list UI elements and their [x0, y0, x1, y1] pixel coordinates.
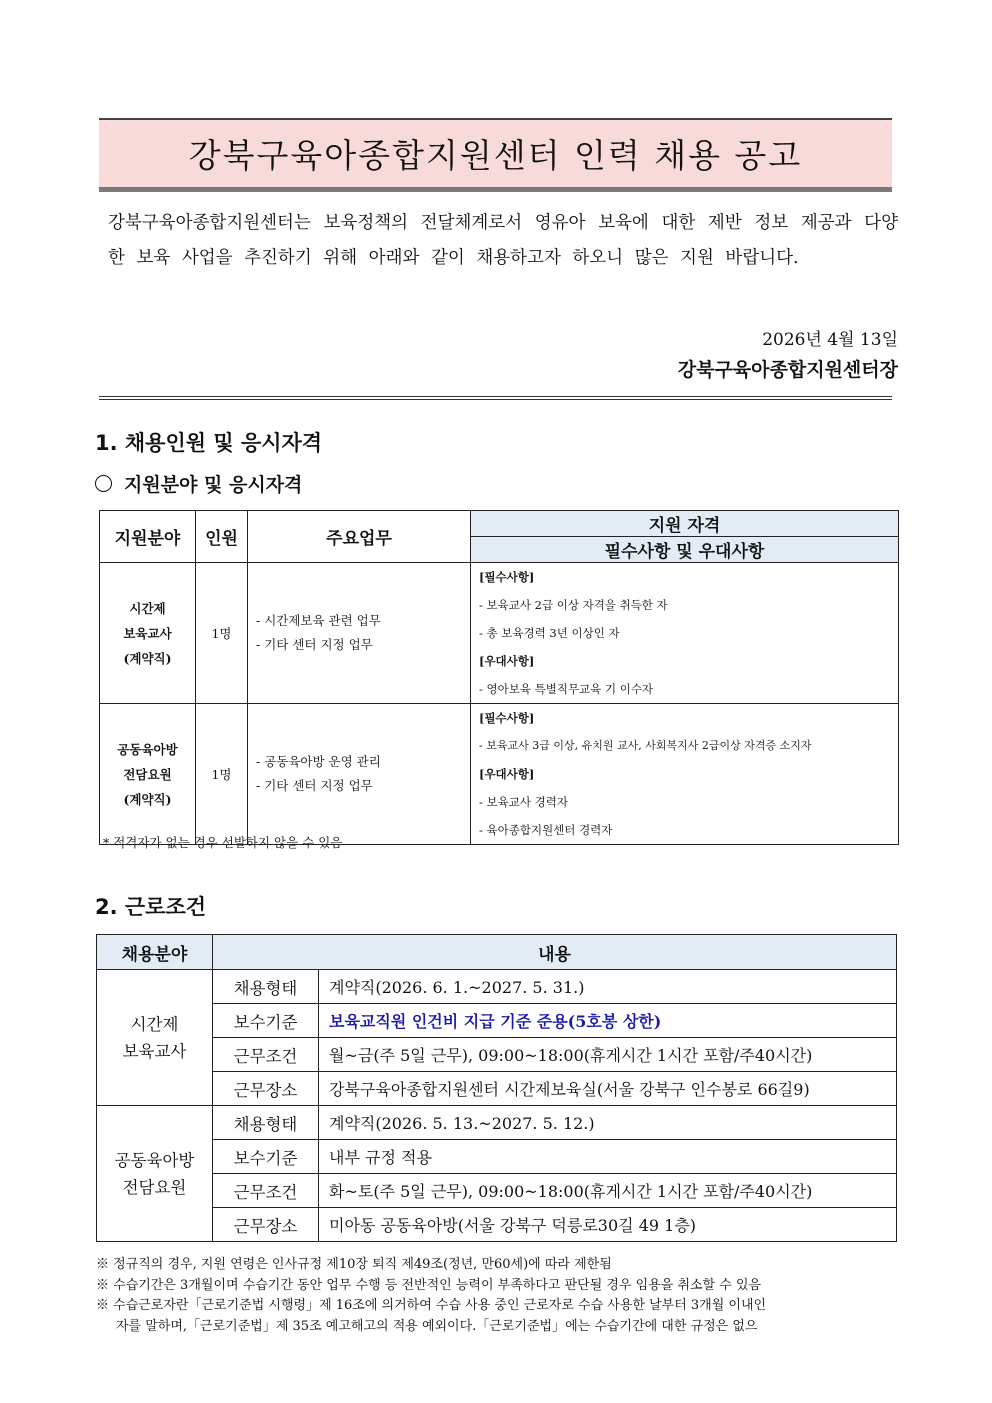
count-cell: 1명	[196, 704, 248, 845]
page-title: 강북구육아종합지원센터 인력 채용 공고	[188, 136, 803, 175]
qualification-cell: [필수사항] - 보육교사 2급 이상 자격을 취득한 자 - 총 보육경력 3년 이상인 자 [우대사항] - 영아보육 특별직무교육 기 이수자	[471, 563, 899, 704]
condition-value: 계약직(2026. 6. 1.~2027. 5. 31.)	[319, 970, 897, 1004]
section1-subheading	[95, 470, 302, 497]
table-row	[97, 1004, 897, 1038]
duty-cell: - 시간제보육 관련 업무 - 기타 센터 지정 업무	[248, 563, 471, 704]
condition-value: 강북구육아종합지원센터 시간제보육실(서울 강북구 인수봉로 66길9)	[319, 1072, 897, 1106]
condition-value: 화~토(주 5일 근무), 09:00~18:00(휴게시간 1시간 포함/주40시간)	[319, 1174, 897, 1208]
count-cell: 1명	[196, 563, 248, 704]
footnote: ※ 수습근로자란「근로기준법 시행령」제 16조에 의거하여 수습 사용 중인 근로자로 수습 사용한 날부터 3개월 이내인	[96, 1298, 767, 1313]
conditions-table	[96, 934, 897, 1242]
table-row	[97, 970, 897, 1004]
title-banner	[99, 118, 892, 192]
condition-key: 근무장소	[213, 1208, 319, 1242]
section1-subheading-text: 지원분야 및 응시자격	[124, 474, 303, 496]
section-divider	[99, 396, 892, 400]
section1-heading: 1. 채용인원 및 응시자격	[95, 431, 323, 455]
condition-key: 근무조건	[213, 1174, 319, 1208]
qualification-table	[99, 510, 899, 845]
condition-key: 채용형태	[213, 970, 319, 1004]
footnote: 자를 말하며,「근로기준법」제 35조 예고해고의 적용 예외이다.「근로기준법」에는 수습기간에 대한 규정은 없으	[116, 1318, 758, 1334]
table-row	[100, 563, 899, 704]
condition-key: 채용형태	[213, 1106, 319, 1140]
section1-note: * 적격자가 없는 경우 선발하지 않을 수 있음	[103, 835, 343, 850]
condition-key: 보수기준	[213, 1140, 319, 1174]
field-cell: 공동육아방 전담요원 (계약직)	[100, 704, 196, 845]
field-cell: 공동육아방 전담요원	[97, 1106, 213, 1242]
table-row	[97, 1106, 897, 1140]
duty-cell: - 공동육아방 운영 관리 - 기타 센터 지정 업무	[248, 704, 471, 845]
header-qualification-sub: 필수사항 및 우대사항	[471, 537, 899, 563]
condition-value: 미아동 공동육아방(서울 강북구 덕릉로30길 49 1층)	[319, 1208, 897, 1242]
condition-key: 보수기준	[213, 1004, 319, 1038]
header-content: 내용	[213, 935, 897, 970]
header-qualification: 지원 자격	[471, 511, 899, 537]
announcement-date: 2026년 4월 13일	[762, 330, 898, 350]
table-row	[97, 1038, 897, 1072]
table-row	[97, 1174, 897, 1208]
condition-key: 근무장소	[213, 1072, 319, 1106]
intro-paragraph: 강북구육아종합지원센터는 보육정책의 전달체계로서 영유아 보육에 대한 제반 정보 제공과 다양한 보육 사업을 추진하기 위해 아래와 같이 채용하고자 하오니 많은 지원 바랍니다.	[108, 213, 898, 268]
footnote: ※ 정규직의 경우, 지원 연령은 인사규정 제10장 퇴직 제49조(정년, 만60세)에 따라 제한됨	[96, 1257, 612, 1272]
table-row	[100, 704, 899, 845]
circle-bullet-icon	[95, 475, 112, 492]
header-count: 인원	[196, 511, 248, 563]
field-cell: 시간제 보육교사	[97, 970, 213, 1106]
condition-value: 내부 규정 적용	[319, 1140, 897, 1174]
header-duty: 주요업무	[248, 511, 471, 563]
condition-value: 월~금(주 5일 근무), 09:00~18:00(휴게시간 1시간 포함/주40시간)	[319, 1038, 897, 1072]
issuer-name: 강북구육아종합지원센터장	[677, 359, 898, 381]
qualification-cell: [필수사항] - 보육교사 3급 이상, 유치원 교사, 사회복지사 2급이상 자격증 소지자 [우대사항] - 보육교사 경력자 - 육아종합지원센터 경력자	[471, 704, 899, 845]
condition-value: 보육교직원 인건비 지급 기준 준용(5호봉 상한)	[319, 1004, 897, 1038]
table-row	[97, 1208, 897, 1242]
table-row	[97, 1140, 897, 1174]
table-row	[97, 1072, 897, 1106]
section2-heading: 2. 근로조건	[95, 895, 207, 919]
condition-key: 근무조건	[213, 1038, 319, 1072]
footnotes	[96, 1255, 896, 1337]
header-field: 지원분야	[100, 511, 196, 563]
field-cell: 시간제 보육교사 (계약직)	[100, 563, 196, 704]
header-field: 채용분야	[97, 935, 213, 970]
footnote: ※ 수습기간은 3개월이며 수습기간 동안 업무 수행 등 전반적인 능력이 부족하다고 판단될 경우 임용을 취소할 수 있음	[96, 1277, 762, 1293]
condition-value: 계약직(2026. 5. 13.~2027. 5. 12.)	[319, 1106, 897, 1140]
